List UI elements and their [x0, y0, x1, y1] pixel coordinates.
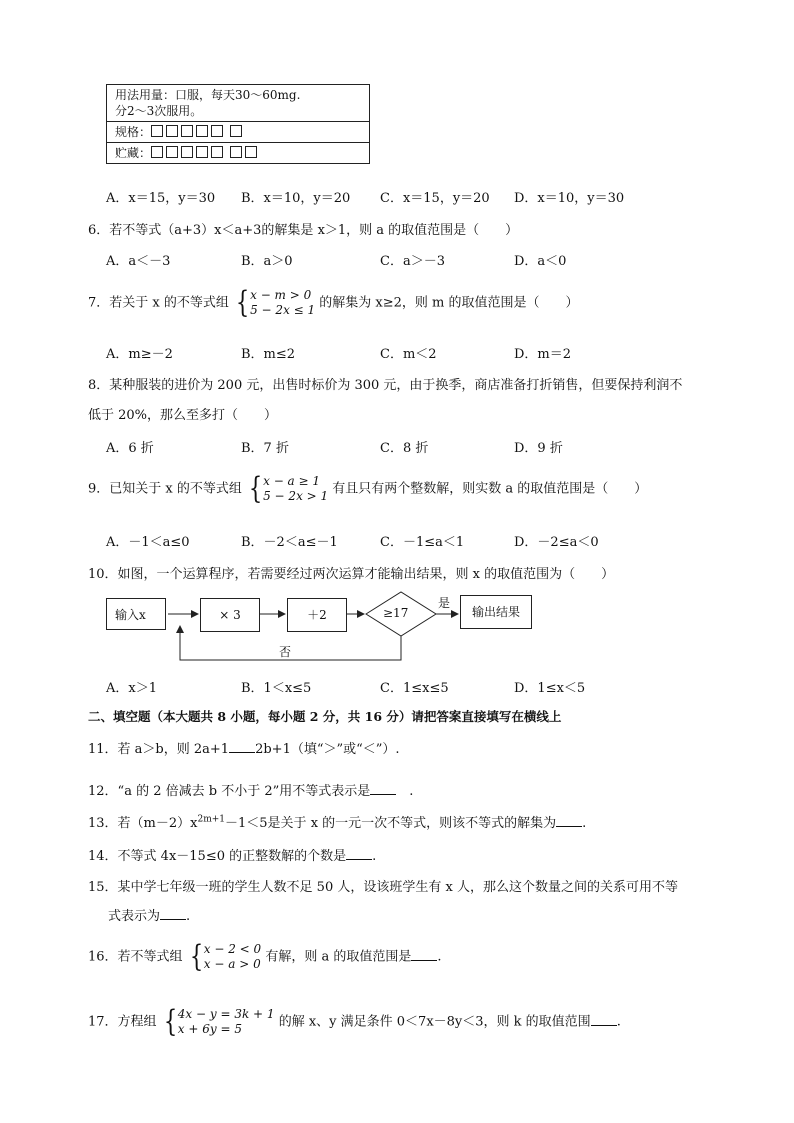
q8-option-a[interactable]: A．6 折 [106, 441, 154, 456]
q6-stem: 6．若不等式（a+3）x＜a+3的解集是 x＞1，则 a 的取值范围是（ ） [88, 223, 519, 238]
q6-option-a[interactable]: A．a＜－3 [106, 254, 171, 269]
q7-system-line-1: x − m > 0 [250, 288, 312, 302]
q5-option-a[interactable]: A．x＝15，y＝30 [106, 191, 216, 206]
q7-inequality-system [233, 285, 316, 320]
q16-post-2: . [437, 949, 442, 965]
q9-system-line-1: x − a ≥ 1 [263, 474, 321, 488]
q7-option-d[interactable]: D．m＝2 [514, 347, 572, 362]
q17-post-2: . [616, 1014, 621, 1030]
q17-equation-system [161, 1004, 275, 1039]
q7-option-a[interactable]: A．m≥－2 [106, 347, 173, 362]
q14-post: . [372, 849, 377, 864]
q8-stem-line-1: 8．某种服装的进价为 200 元，出售时标价为 300 元，由于换季，商店准备打折销售，但要保持利润不 [88, 378, 683, 393]
q16-system-line-1: x − 2 < 0 [203, 942, 262, 956]
brace-icon: { [235, 285, 250, 320]
drug-info-table [106, 84, 370, 164]
q16 [88, 939, 442, 974]
q15-line-2-post: . [186, 909, 191, 924]
placeholder-square-icon [230, 125, 242, 137]
spec-label: 规格： [115, 125, 152, 139]
q9-system-line-2: 5 − 2x > 1 [263, 489, 329, 503]
q9-inequality-system [246, 471, 329, 506]
q16-post-1: 有解，则 a 的取值范围是 [265, 949, 412, 965]
q17-system-line-1: 4x − y = 3k + 1 [177, 1007, 275, 1021]
brace-icon: { [189, 939, 203, 974]
q9-stem-post: 有且只有两个整数解，则实数 a 的取值范围是（ ） [332, 481, 648, 497]
q15-answer-blank[interactable] [160, 907, 186, 920]
q8-option-c[interactable]: C．8 折 [380, 441, 429, 456]
q13-answer-blank[interactable] [556, 814, 582, 827]
q16-inequality-system [187, 939, 262, 974]
q10-option-d[interactable]: D．1≤x＜5 [514, 681, 586, 696]
brace-icon: { [248, 471, 263, 506]
placeholder-square-icon [151, 146, 163, 158]
q17 [88, 1004, 621, 1039]
placeholder-square-icon [151, 125, 163, 137]
placeholder-square-icon [181, 125, 193, 137]
q6-option-b[interactable]: B．a＞0 [241, 254, 293, 269]
q7-option-c[interactable]: C．m＜2 [380, 347, 437, 362]
flow-yes-label: 是 [438, 596, 451, 610]
q13-post-2: . [582, 816, 587, 831]
placeholder-square-icon [245, 146, 257, 158]
q10-option-c[interactable]: C．1≤x≤5 [380, 681, 449, 696]
q15-line-2 [108, 905, 190, 924]
placeholder-square-icon [230, 146, 242, 158]
q13-post-1: －1＜5是关于 x 的一元一次不等式，则该不等式的解集为 [225, 816, 557, 831]
storage-label: 贮藏： [115, 146, 152, 160]
q5-option-b[interactable]: B．x＝10，y＝20 [241, 191, 351, 206]
q5-option-c[interactable]: C．x＝15，y＝20 [380, 191, 490, 206]
q9-option-d[interactable]: D．－2≤a＜0 [514, 535, 599, 550]
q9-option-c[interactable]: C．－1≤a＜1 [380, 535, 465, 550]
q7-system-line-2: 5 − 2x ≤ 1 [250, 303, 316, 317]
q17-answer-blank[interactable] [591, 1013, 617, 1026]
q12-answer-blank[interactable] [370, 782, 396, 795]
q13-exponent: 2m+1 [197, 814, 226, 825]
placeholder-square-icon [166, 125, 178, 137]
q9-stem-pre: 9．已知关于 x 的不等式组 [88, 481, 242, 497]
flow-input-box: 输入x [106, 598, 166, 630]
spec-row [107, 121, 369, 142]
q8-stem-line-2: 低于 20%，那么至多打（ ） [88, 408, 278, 423]
section-2-title: 二、填空题（本大题共 8 小题，每小题 2 分，共 16 分）请把答案直接填写在横线上 [88, 709, 562, 724]
q16-pre: 16．若不等式组 [88, 949, 183, 965]
placeholder-square-icon [181, 146, 193, 158]
flow-condition-label: ≥17 [383, 606, 409, 620]
flow-multiply-box: × 3 [200, 598, 260, 632]
q12-post: . [396, 784, 414, 799]
usage-row [107, 85, 369, 121]
brace-icon: { [163, 1004, 177, 1039]
q13 [88, 812, 586, 831]
flow-add-box: ＋2 [287, 598, 347, 632]
q11 [88, 738, 400, 757]
usage-line-2: 分2～3次服用。 [115, 104, 203, 118]
q12-pre: 12．“a 的 2 倍减去 b 不小于 2”用不等式表示是 [88, 784, 371, 799]
q15-line-2-pre: 式表示为 [108, 909, 161, 924]
q5-option-d[interactable]: D．x＝10，y＝30 [514, 191, 625, 206]
storage-row [107, 142, 369, 163]
q17-system-line-2: x + 6y = 5 [177, 1022, 242, 1036]
q17-pre: 17．方程组 [88, 1014, 157, 1030]
placeholder-square-icon [196, 125, 208, 137]
q8-option-d[interactable]: D．9 折 [514, 441, 563, 456]
q6-option-c[interactable]: C．a＞－3 [380, 254, 445, 269]
q14-pre: 14．不等式 4x－15≤0 的正整数解的个数是 [88, 849, 347, 864]
q7-stem-pre: 7．若关于 x 的不等式组 [88, 295, 229, 311]
q17-post-1: 的解 x、y 满足条件 0＜7x－8y＜3，则 k 的取值范围 [278, 1014, 591, 1030]
placeholder-square-icon [211, 146, 223, 158]
placeholder-square-icon [211, 125, 223, 137]
placeholder-square-icon [196, 146, 208, 158]
usage-line-1: 用法用量：口服，每天30～60mg. [115, 88, 301, 102]
q9-stem [88, 471, 648, 506]
flow-no-label: 否 [279, 645, 292, 659]
q11-answer-blank[interactable] [229, 740, 255, 753]
q9-option-a[interactable]: A．－1＜a≤0 [106, 535, 190, 550]
q7-stem-post: 的解集为 x≥2，则 m 的取值范围是（ ） [319, 295, 579, 311]
flow-output-box: 输出结果 [460, 595, 532, 629]
placeholder-square-icon [166, 146, 178, 158]
q6-option-d[interactable]: D．a＜0 [514, 254, 567, 269]
q13-pre: 13．若（m－2）x [88, 816, 198, 831]
q16-answer-blank[interactable] [411, 948, 437, 961]
q15-line-1: 15．某中学七年级一班的学生人数不足 50 人，设该班学生有 x 人，那么这个数量之间的关系可用不等 [88, 880, 678, 895]
q10-option-a[interactable]: A．x＞1 [106, 681, 157, 696]
q8-option-b[interactable]: B．7 折 [241, 441, 289, 456]
q10-stem: 10．如图，一个运算程序，若需要经过两次运算才能输出结果，则 x 的取值范围为（ ） [88, 567, 615, 582]
q16-system-line-2: x − a > 0 [203, 957, 261, 971]
q12 [88, 780, 413, 799]
q7-option-b[interactable]: B．m≤2 [241, 347, 296, 362]
q14-answer-blank[interactable] [346, 847, 372, 860]
q9-option-b[interactable]: B．－2＜a≤－1 [241, 535, 338, 550]
q10-option-b[interactable]: B．1＜x≤5 [241, 681, 312, 696]
q7-stem [88, 285, 579, 320]
q11-post: 2b+1（填“＞”或“＜”）. [255, 742, 400, 757]
q14 [88, 845, 376, 864]
q11-pre: 11．若 a＞b，则 2a+1 [88, 742, 230, 757]
